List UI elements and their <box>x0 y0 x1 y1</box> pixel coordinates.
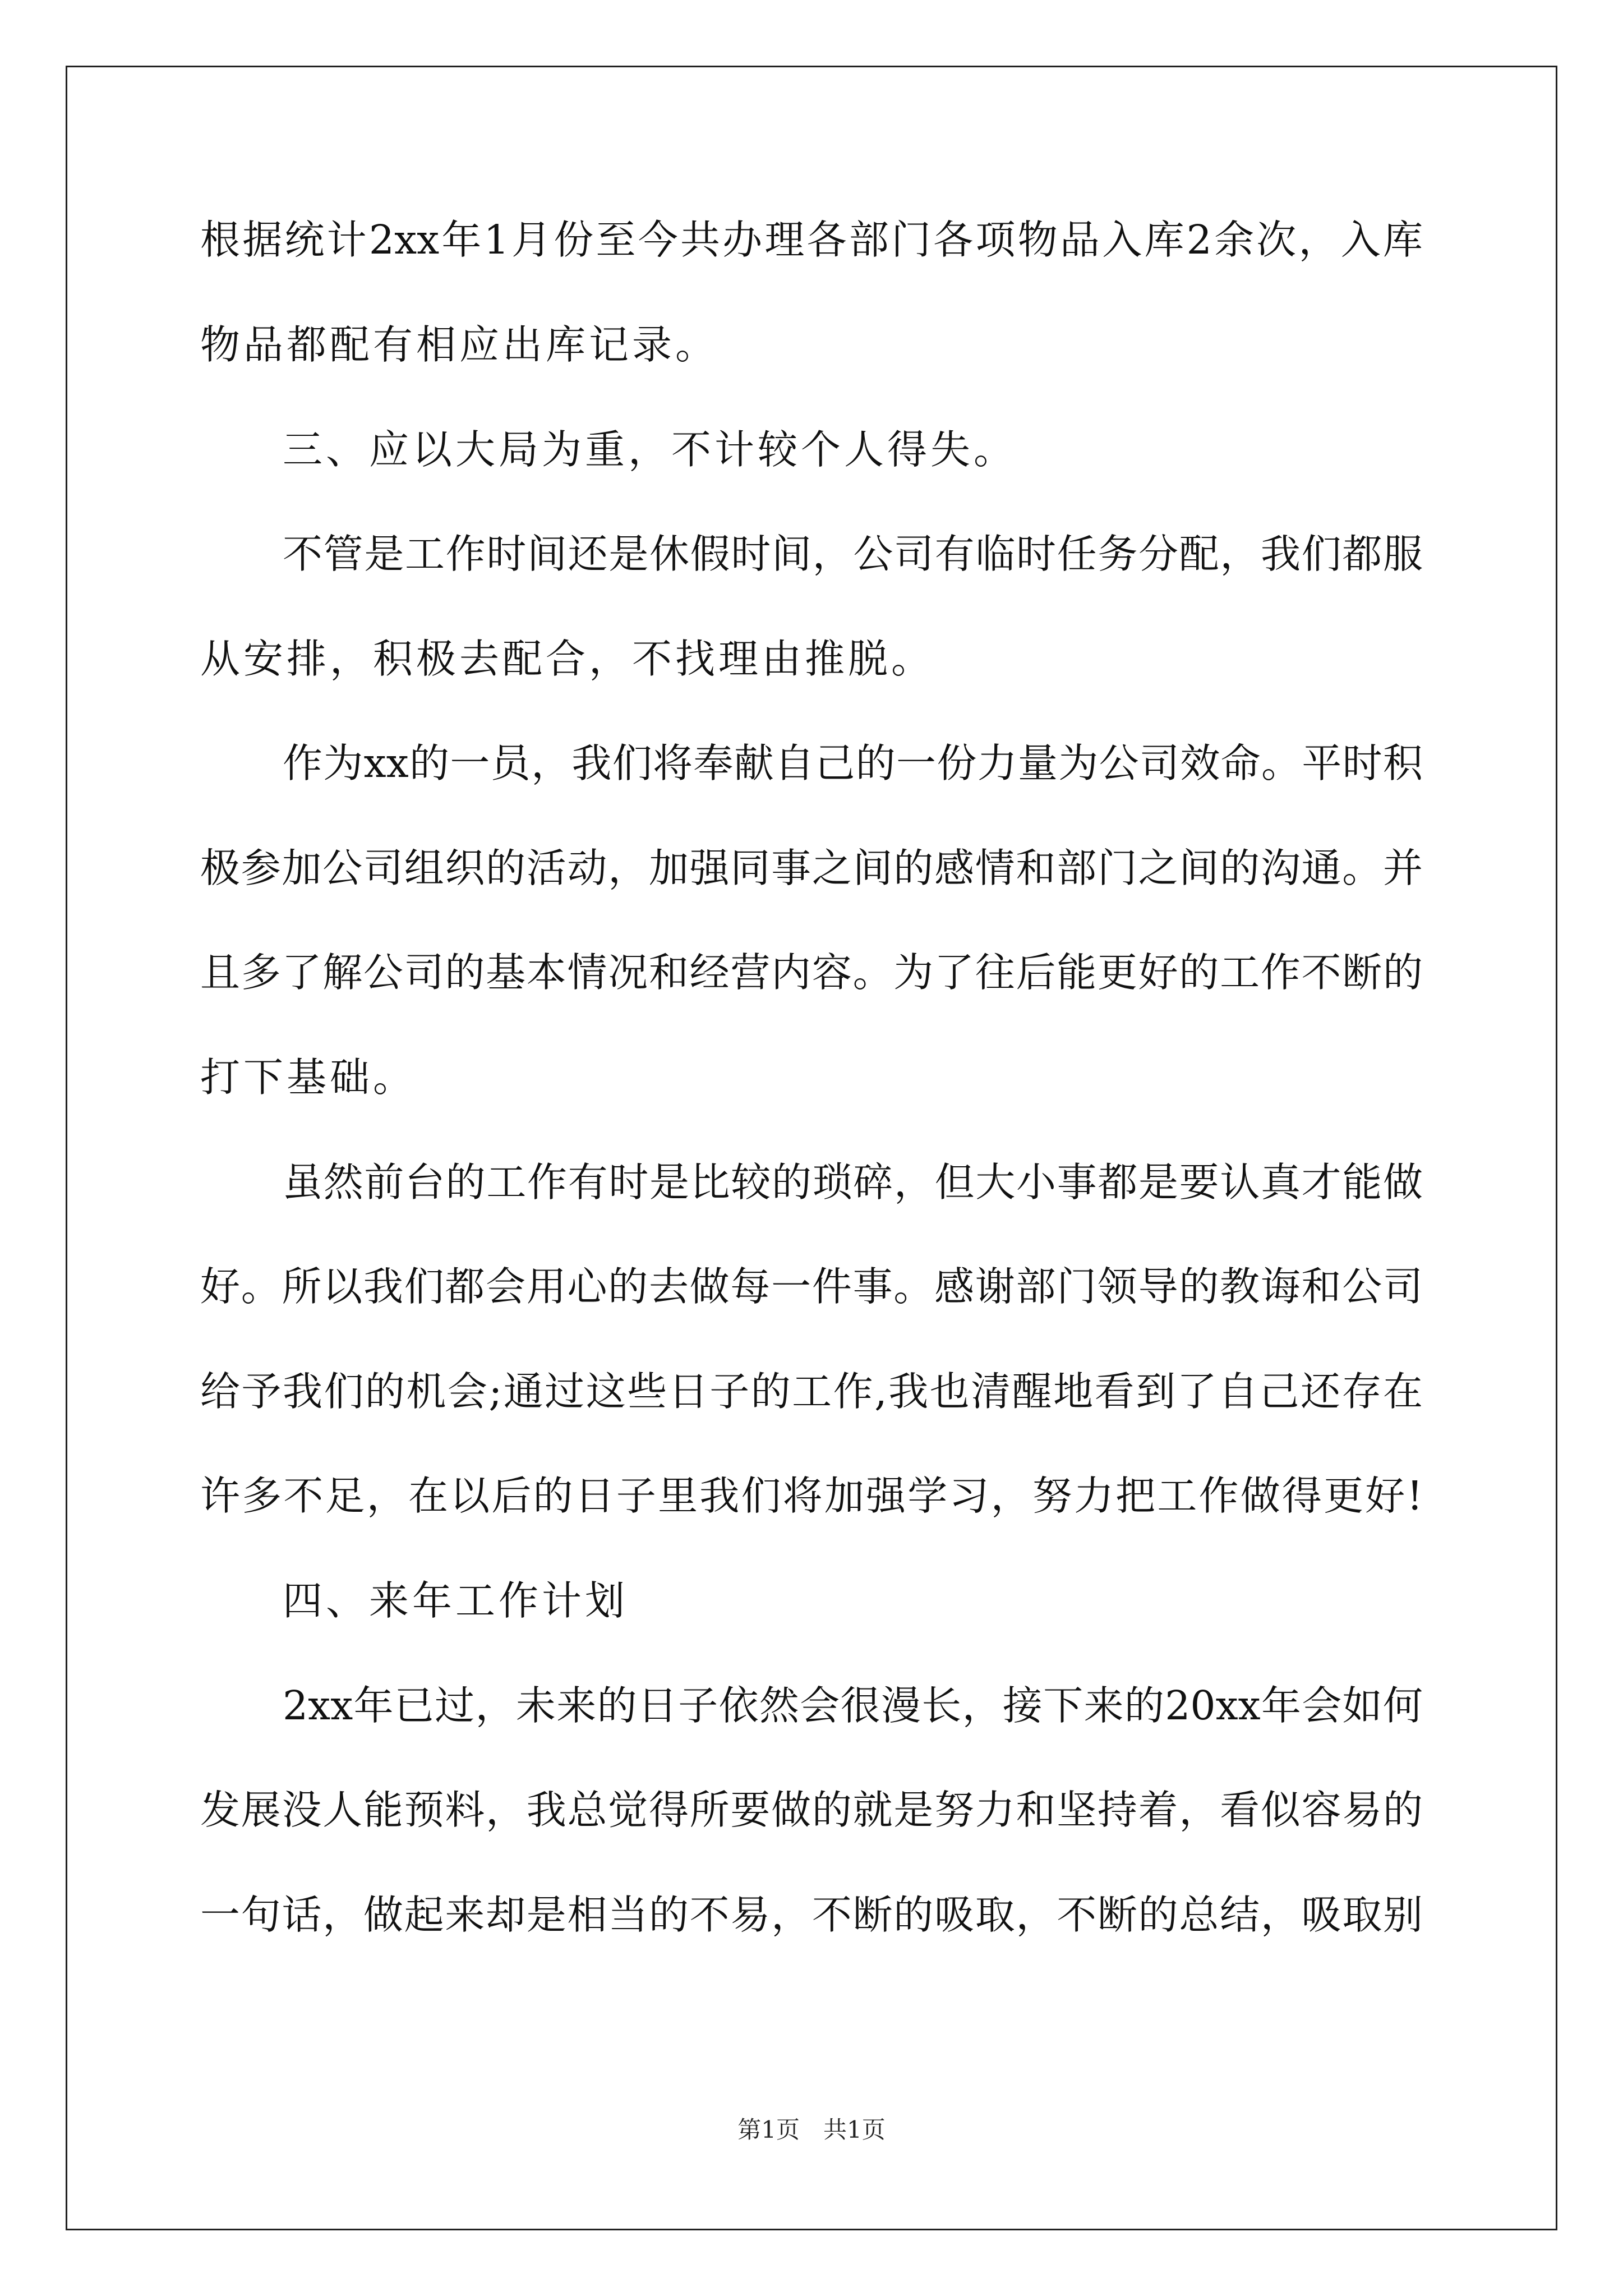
text-line: 2xx年已过，未来的日子依然会很漫长，接下来的20xx年会如何 <box>283 1682 1423 1729</box>
text-line: 且多了解公司的基本情况和经营内容。为了往后能更好的工作不断的 <box>200 949 1423 996</box>
text-line: 从安排，积极去配合，不找理由推脱。 <box>200 636 935 682</box>
text-line: 根据统计2xx年1月份至今共办理各部门各项物品入库2余次，入库 <box>200 217 1423 263</box>
text-line: 好。所以我们都会用心的去做每一件事。感谢部门领导的教诲和公司 <box>200 1263 1423 1310</box>
text-line: 极参加公司组织的活动，加强同事之间的感情和部门之间的沟通。并 <box>200 845 1423 891</box>
text-line: 不管是工作时间还是休假时间，公司有临时任务分配，我们都服 <box>283 531 1423 577</box>
text-line: 一句话，做起来却是相当的不易，不断的吸取，不断的总结，吸取别 <box>200 1892 1423 1938</box>
page-footer: 第1页 共1页 <box>737 2116 886 2143</box>
text-line: 发展没人能预料，我总觉得所要做的就是努力和坚持着，看似容易的 <box>200 1787 1423 1833</box>
text-line: 许多不足，在以后的日子里我们将加强学习，努力把工作做得更好! <box>200 1473 1423 1519</box>
section-heading: 四、来年工作计划 <box>283 1577 629 1624</box>
text-line: 物品都配有相应出库记录。 <box>200 321 719 368</box>
text-line: 作为xx的一员，我们将奉献自己的一份力量为公司效命。平时积 <box>283 740 1423 786</box>
text-line: 虽然前台的工作有时是比较的琐碎，但大小事都是要认真才能做 <box>283 1159 1423 1205</box>
section-heading: 三、应以大局为重，不计较个人得失。 <box>283 426 1017 473</box>
text-line: 打下基础。 <box>200 1054 417 1101</box>
text-line: 给予我们的机会;通过这些日子的工作,我也清醒地看到了自己还存在 <box>200 1368 1423 1415</box>
